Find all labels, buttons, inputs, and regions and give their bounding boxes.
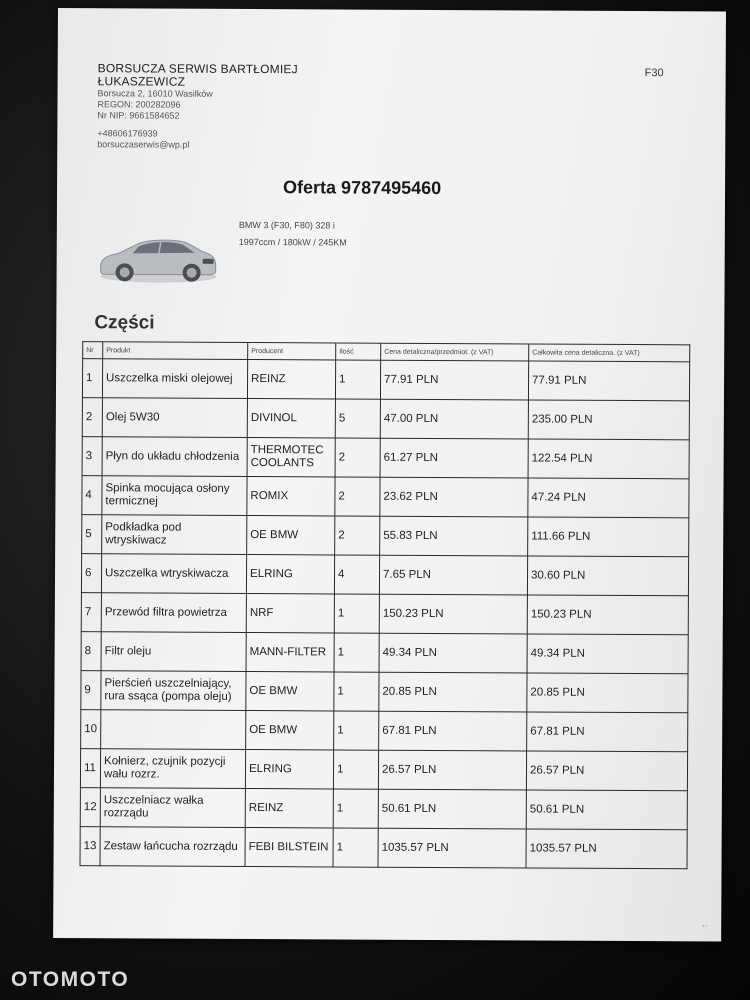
cell-total: 47.24 PLN [528,478,689,518]
cell-nr: 12 [80,788,100,827]
company-email: borsuczaserwis@wp.pl [97,139,190,150]
cell-total: 26.57 PLN [526,751,687,791]
vehicle-spec: 1997ccm / 180kW / 245KM [238,236,347,248]
cell-producer: REINZ [247,359,335,398]
cell-product: Filtr oleju [101,632,246,672]
table-row [82,515,689,557]
table-row [82,476,689,518]
header-unit-price: Cena detaliczna/przedmiot. (z VAT) [381,343,529,361]
cell-unit-price: 49.34 PLN [379,633,527,673]
table-row [81,593,688,635]
cell-product: Podkładka pod wtryskiwacz [102,515,247,555]
cell-qty: 5 [335,399,380,438]
cell-unit-price: 61.27 PLN [380,438,528,478]
table-row [81,632,688,674]
parts-table [80,341,691,869]
car-icon [95,226,220,287]
cell-nr: 6 [81,554,101,593]
cell-unit-price: 47.00 PLN [380,399,528,439]
cell-qty: 1 [334,594,379,633]
cell-producer: REINZ [245,788,333,827]
cell-qty: 1 [333,750,378,789]
cell-producer: NRF [246,593,334,632]
table-row [81,671,688,713]
table-row [82,359,689,401]
cell-nr: 13 [80,827,100,866]
cell-qty: 2 [335,516,380,555]
cell-qty: 1 [333,789,378,828]
company-name-line2: ŁUKASZEWICZ [97,74,186,89]
table-row [80,749,687,791]
cell-product: Kołnierz, czujnik pozycji wału rozrz. [100,749,245,789]
header-total: Całkowita cena detaliczna. (z VAT) [529,344,690,362]
company-nip: Nr NIP: 9661584652 [97,110,180,121]
cell-producer: DIVINOL [247,398,335,437]
cell-unit-price: 20.85 PLN [379,672,527,712]
header-producer: Producent [248,342,336,359]
cell-producer: ROMIX [247,476,335,515]
cell-unit-price: 1035.57 PLN [378,828,526,868]
cell-unit-price: 26.57 PLN [378,750,526,790]
cell-product: Spinka mocująca osłony termicznej [102,476,247,516]
cell-unit-price: 150.23 PLN [379,594,527,634]
cell-qty: 1 [334,633,379,672]
cell-nr: 1 [82,359,102,398]
cell-product [101,710,246,750]
cell-total: 20.85 PLN [527,673,688,713]
cell-qty: 4 [334,555,379,594]
cell-unit-price: 67.81 PLN [379,711,527,751]
section-title: Części [94,312,155,334]
vehicle-info [239,217,347,252]
cell-total: 30.60 PLN [527,556,688,596]
cell-qty: 1 [333,828,378,867]
cell-nr: 9 [81,671,101,710]
cell-product: Uszczelka miski olejowej [102,359,247,399]
cell-unit-price: 77.91 PLN [380,360,528,400]
cell-nr: 2 [82,398,102,437]
header-nr: Nr [83,342,103,359]
cell-producer: THERMOTEC COOLANTS [247,437,335,476]
cell-total: 67.81 PLN [527,712,688,752]
cell-product: Uszczelka wtryskiwacza [101,554,246,594]
cell-nr: 5 [82,515,102,554]
cell-unit-price: 23.62 PLN [380,477,528,517]
cell-qty: 1 [334,672,379,711]
table-row [82,398,689,440]
cell-producer: ELRING [246,554,334,593]
cell-qty: 2 [335,438,380,477]
cell-total: 150.23 PLN [527,595,688,635]
header-qty: Ilość [336,343,381,360]
cell-qty: 1 [335,360,380,399]
cell-total: 1035.57 PLN [526,829,687,869]
cell-total: 49.34 PLN [527,634,688,674]
cell-unit-price: 55.83 PLN [380,516,528,556]
company-info [97,62,317,151]
watermark-logo: OTOMOTO [11,968,130,991]
page-mark: ▪ ▫ [702,923,708,930]
cell-unit-price: 7.65 PLN [379,555,527,595]
cell-product: Pierścień uszczelniający, rura ssąca (pompa oleju) [101,671,246,711]
table-row [80,827,687,869]
company-name-line1: BORSUCZA SERWIS BARTŁOMIEJ [97,61,298,77]
company-regon: REGON: 200282096 [97,99,181,110]
cell-product: Płyn do układu chłodzenia [102,437,247,477]
cell-producer: MANN-FILTER [246,632,334,671]
vehicle-model: BMW 3 (F30, F80) 328 i [238,219,335,231]
cell-product: Zestaw łańcucha rozrządu [100,827,245,867]
cell-total: 122.54 PLN [528,439,689,479]
cell-nr: 3 [82,437,102,476]
table-row [81,710,688,752]
cell-total: 77.91 PLN [528,361,689,401]
cell-producer: ELRING [245,749,333,788]
model-code: F30 [644,67,664,80]
cell-nr: 4 [82,476,102,515]
cell-total: 235.00 PLN [528,400,689,440]
cell-nr: 8 [81,632,101,671]
table-row [81,554,688,596]
cell-total: 50.61 PLN [526,790,687,830]
table-row [82,437,689,479]
cell-producer: OE BMW [247,515,335,554]
cell-nr: 11 [80,749,100,788]
cell-qty: 2 [335,477,380,516]
cell-producer: OE BMW [246,671,334,710]
company-phone: +48606176939 [97,128,158,139]
cell-unit-price: 50.61 PLN [378,789,526,829]
cell-qty: 1 [334,711,379,750]
cell-total: 111.66 PLN [528,517,689,557]
offer-document [53,8,726,941]
cell-product: Przewód filtra powietrza [101,593,246,633]
cell-nr: 7 [81,593,101,632]
cell-nr: 10 [81,710,101,749]
company-address: Borsucza 2, 16010 Wasilków [97,88,213,99]
offer-title: Oferta 9787495460 [283,177,442,199]
header-product: Produkt [103,342,248,360]
cell-product: Uszczelniacz wałka rozrządu [100,788,245,828]
cell-producer: OE BMW [246,710,334,749]
cell-product: Olej 5W30 [102,398,247,438]
cell-producer: FEBI BILSTEIN [245,827,333,866]
table-row [80,788,687,830]
